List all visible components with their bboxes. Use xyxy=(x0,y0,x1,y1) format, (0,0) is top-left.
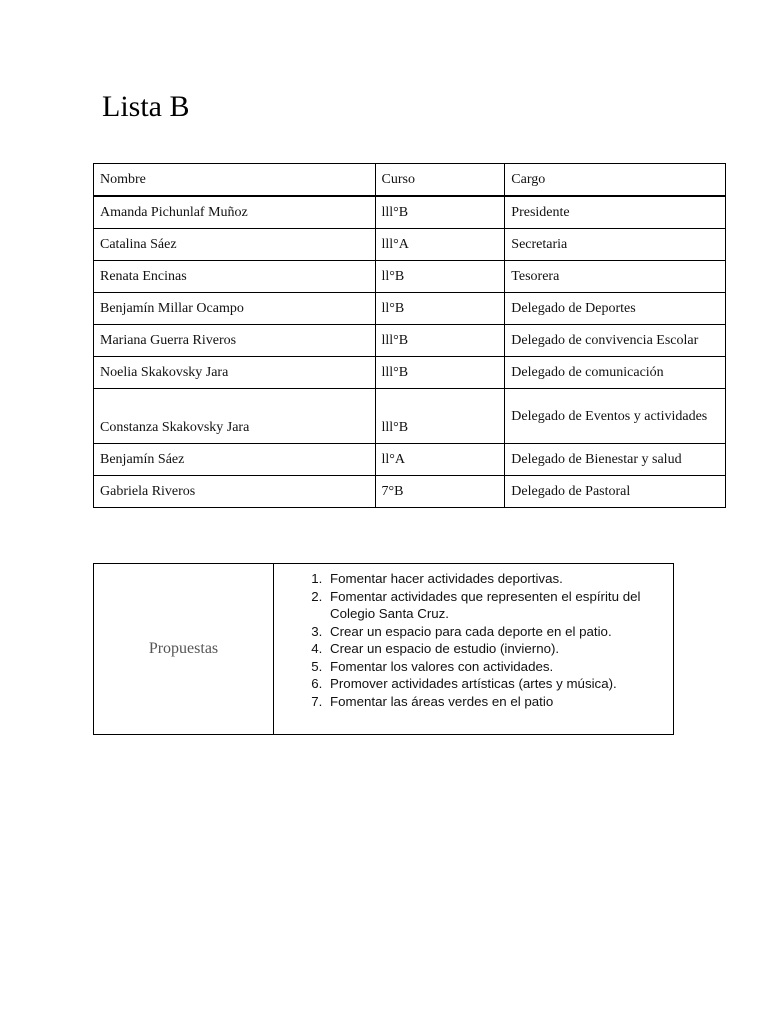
table-row xyxy=(94,293,726,325)
cell-nombre: Mariana Guerra Riveros xyxy=(94,325,376,357)
proposal-item: 4. Crear un espacio de estudio (invierno). xyxy=(326,640,665,658)
cell-cargo: Delegado de Bienestar y salud xyxy=(505,444,726,476)
cell-curso: lll°B xyxy=(375,196,505,229)
cell-cargo: Delegado de Deportes xyxy=(505,293,726,325)
cell-curso: ll°B xyxy=(375,261,505,293)
proposal-item: 1. Fomentar hacer actividades deportivas. xyxy=(326,570,665,588)
proposals-cell xyxy=(274,564,674,735)
cell-curso: ll°A xyxy=(375,444,505,476)
proposals-table xyxy=(93,563,674,735)
cell-cargo: Delegado de Eventos y actividades xyxy=(505,389,726,444)
header-cargo: Cargo xyxy=(505,164,726,197)
table-row xyxy=(94,476,726,508)
cell-curso: lll°B xyxy=(375,389,505,444)
table-row xyxy=(94,444,726,476)
proposals-list xyxy=(274,570,665,710)
cell-curso: lll°B xyxy=(375,325,505,357)
cell-curso: 7°B xyxy=(375,476,505,508)
table-row xyxy=(94,325,726,357)
cell-nombre: Noelia Skakovsky Jara xyxy=(94,357,376,389)
table-row xyxy=(94,389,726,444)
cell-curso: ll°B xyxy=(375,293,505,325)
proposal-item: 5. Fomentar los valores con actividades. xyxy=(326,658,665,676)
cell-nombre: Benjamín Sáez xyxy=(94,444,376,476)
proposal-item: 3. Crear un espacio para cada deporte en el patio. xyxy=(326,623,665,641)
cell-nombre: Constanza Skakovsky Jara xyxy=(94,389,376,444)
cell-cargo: Secretaria xyxy=(505,229,726,261)
page-title: Lista B xyxy=(102,90,190,123)
proposal-item: 2. Fomentar actividades que representen el espíritu del Colegio Santa Cruz. xyxy=(326,588,665,623)
cell-nombre: Renata Encinas xyxy=(94,261,376,293)
cell-cargo: Presidente xyxy=(505,196,726,229)
cell-cargo: Delegado de Pastoral xyxy=(505,476,726,508)
table-row xyxy=(94,196,726,229)
cell-cargo: Delegado de convivencia Escolar xyxy=(505,325,726,357)
cell-cargo: Tesorera xyxy=(505,261,726,293)
table-row xyxy=(94,229,726,261)
proposal-item: 6. Promover actividades artísticas (artes y música). xyxy=(326,675,665,693)
cell-curso: lll°B xyxy=(375,357,505,389)
header-nombre: Nombre xyxy=(94,164,376,197)
cell-nombre: Gabriela Riveros xyxy=(94,476,376,508)
proposals-row xyxy=(94,564,674,735)
table-row xyxy=(94,357,726,389)
proposals-label: Propuestas xyxy=(94,564,274,735)
cell-curso: lll°A xyxy=(375,229,505,261)
cell-nombre: Benjamín Millar Ocampo xyxy=(94,293,376,325)
cell-nombre: Amanda Pichunlaf Muñoz xyxy=(94,196,376,229)
cell-nombre: Catalina Sáez xyxy=(94,229,376,261)
members-table xyxy=(93,163,726,508)
proposal-item: 7. Fomentar las áreas verdes en el patio xyxy=(326,693,665,711)
header-curso: Curso xyxy=(375,164,505,197)
table-header-row xyxy=(94,164,726,197)
cell-cargo: Delegado de comunicación xyxy=(505,357,726,389)
table-row xyxy=(94,261,726,293)
